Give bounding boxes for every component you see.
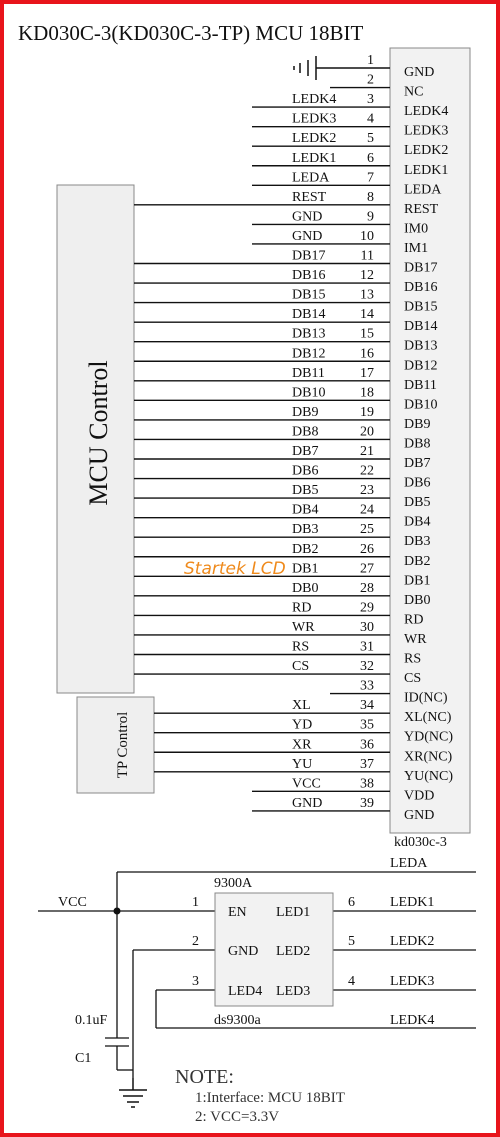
note-line: 2: VCC=3.3V <box>195 1109 280 1125</box>
net-label: DB7 <box>292 444 319 459</box>
pin-number: 33 <box>360 678 374 694</box>
pin-name: DB16 <box>404 280 438 296</box>
net-label: RD <box>292 600 312 616</box>
pin-number: 23 <box>360 483 374 499</box>
net-label: LEDK3 <box>390 974 435 989</box>
net-label: DB4 <box>292 502 319 518</box>
net-label: DB15 <box>292 287 326 303</box>
pin-number: 8 <box>367 189 374 205</box>
pin-name: CS <box>404 671 422 687</box>
pin-name: XL(NC) <box>404 710 452 726</box>
net-label-vcc: VCC <box>58 895 87 910</box>
pin-name: DB6 <box>404 475 431 491</box>
net-label: DB3 <box>292 522 319 538</box>
net-label: YU <box>292 756 313 772</box>
pin-name: GND <box>404 65 435 80</box>
net-label: VCC <box>292 776 321 792</box>
pin-name: RS <box>404 651 422 667</box>
net-label: DB6 <box>292 463 319 479</box>
pin-number: 39 <box>360 795 374 811</box>
net-label: YD <box>292 717 313 733</box>
pin-name: DB4 <box>404 514 431 530</box>
net-label: DB17 <box>292 248 326 264</box>
pin-number: 7 <box>367 170 374 186</box>
mcu-control-label: MCU Control <box>84 360 113 506</box>
pin-name: GND <box>404 807 435 823</box>
net-label: DB11 <box>292 365 325 381</box>
page-title: KD030C-3(KD030C-3-TP) MCU 18BIT <box>18 21 364 45</box>
net-label: LEDA <box>292 170 330 186</box>
pin-name: DB12 <box>404 358 438 374</box>
pin-name: DB3 <box>404 534 431 550</box>
pin-name: DB7 <box>404 456 431 471</box>
net-label: LEDK3 <box>292 111 337 127</box>
pin-number: 36 <box>360 737 374 753</box>
pin-name: DB5 <box>404 495 431 511</box>
pin-name: DB9 <box>404 416 431 432</box>
pin-number: 10 <box>360 228 374 244</box>
connector-name: kd030c-3 <box>394 835 447 850</box>
driver-pin-name: LED4 <box>228 984 263 999</box>
pin-name: DB2 <box>404 553 431 569</box>
pin-number: 4 <box>367 111 374 127</box>
pin-name: DB10 <box>404 397 438 413</box>
pin-name: REST <box>404 201 439 217</box>
pin-number: 5 <box>367 131 374 147</box>
net-label: DB14 <box>292 307 326 323</box>
pin-number: 20 <box>360 424 374 440</box>
pin-number: 18 <box>360 385 374 401</box>
pin-name: DB0 <box>404 592 431 608</box>
driver-pin-name: LED3 <box>276 984 311 999</box>
net-label: GND <box>292 228 323 244</box>
net-label: DB12 <box>292 346 326 362</box>
pin-name: NC <box>404 84 424 100</box>
driver-pin-name: EN <box>228 905 247 920</box>
driver-pin-number: 6 <box>348 895 355 910</box>
capacitor-ref: C1 <box>75 1051 92 1066</box>
net-label: DB2 <box>292 541 319 557</box>
tp-control-label: TP Control <box>115 711 131 779</box>
pin-number: 31 <box>360 639 374 655</box>
driver-pin-number: 4 <box>348 974 355 989</box>
pin-number: 19 <box>360 404 374 420</box>
pin-number: 22 <box>360 463 374 479</box>
pin-number: 16 <box>360 346 374 362</box>
pin-number: 3 <box>367 92 374 108</box>
net-label: LEDK4 <box>292 92 337 108</box>
net-label: DB9 <box>292 404 319 420</box>
pin-name: DB13 <box>404 338 438 354</box>
net-label: LEDK1 <box>292 150 337 166</box>
net-label: CS <box>292 659 310 675</box>
pin-name: LEDK4 <box>404 104 449 120</box>
net-label: DB13 <box>292 326 326 342</box>
pin-name: VDD <box>404 788 435 804</box>
pin-number: 1 <box>367 53 374 68</box>
pin-name: RD <box>404 612 424 628</box>
pin-name: IM0 <box>404 221 429 237</box>
ground-icon <box>294 56 390 80</box>
pin-name: IM1 <box>404 240 429 256</box>
pin-number: 11 <box>360 248 374 264</box>
driver-pin-number: 5 <box>348 934 355 949</box>
net-label: REST <box>292 189 327 205</box>
pin-name: LEDK3 <box>404 123 449 139</box>
pin-number: 9 <box>367 209 374 225</box>
capacitor-value: 0.1uF <box>75 1013 108 1028</box>
pin-number: 32 <box>360 659 374 675</box>
watermark: Startek LCD <box>184 559 286 579</box>
pin-name: WR <box>404 631 427 647</box>
pin-name: ID(NC) <box>404 690 448 706</box>
net-label: RS <box>292 639 310 655</box>
driver-ref: ds9300a <box>214 1013 261 1028</box>
net-label-ledk4: LEDK4 <box>390 1013 435 1028</box>
pin-number: 35 <box>360 717 374 733</box>
net-label: WR <box>292 619 315 635</box>
pin-name: LEDK1 <box>404 162 449 178</box>
driver-pin-name: LED1 <box>276 905 311 920</box>
pin-number: 21 <box>360 444 374 459</box>
schematic-canvas <box>4 4 496 1133</box>
net-label: GND <box>292 209 323 225</box>
pin-name: YD(NC) <box>404 729 453 745</box>
pin-number: 28 <box>360 580 374 596</box>
note-line: 1:Interface: MCU 18BIT <box>195 1090 345 1106</box>
net-label: LEDK1 <box>390 895 435 910</box>
pin-number: 26 <box>360 541 374 557</box>
net-label-leda: LEDA <box>390 856 428 871</box>
pin-number: 17 <box>360 365 374 381</box>
pin-number: 27 <box>360 561 374 577</box>
net-label: DB10 <box>292 385 326 401</box>
pin-number: 24 <box>360 502 374 518</box>
pin-number: 37 <box>360 756 374 772</box>
net-label: GND <box>292 795 323 811</box>
net-label: DB1 <box>292 561 319 577</box>
pin-number: 13 <box>360 287 374 303</box>
pin-number: 38 <box>360 776 374 792</box>
pin-number: 34 <box>360 698 374 714</box>
pin-number: 29 <box>360 600 374 616</box>
driver-pin-name: GND <box>228 944 259 959</box>
net-label: DB5 <box>292 483 319 499</box>
pin-number: 30 <box>360 619 374 635</box>
pin-name: DB14 <box>404 319 438 335</box>
pin-number: 2 <box>367 72 374 88</box>
junction-dot <box>114 908 121 915</box>
pin-number: 12 <box>360 268 374 284</box>
pin-number: 6 <box>367 150 374 166</box>
driver-pin-name: LED2 <box>276 944 311 959</box>
net-label: DB0 <box>292 580 319 596</box>
net-label: LEDK2 <box>390 934 435 949</box>
pin-name: DB8 <box>404 436 431 452</box>
pin-number: 15 <box>360 326 374 342</box>
pin-name: DB17 <box>404 260 438 276</box>
driver-pin-number: 3 <box>192 974 199 989</box>
net-label: XR <box>292 737 312 753</box>
pin-name: DB15 <box>404 299 438 315</box>
pin-number: 14 <box>360 307 374 323</box>
driver-pin-number: 1 <box>192 895 199 910</box>
pin-name: YU(NC) <box>404 768 453 784</box>
pin-name: LEDA <box>404 182 442 198</box>
pin-name: LEDK2 <box>404 143 449 159</box>
note-heading: NOTE: <box>175 1066 234 1088</box>
pin-number: 25 <box>360 522 374 538</box>
pin-name: XR(NC) <box>404 749 453 765</box>
pin-name: DB11 <box>404 377 437 393</box>
net-label: DB8 <box>292 424 319 440</box>
ground-icon <box>119 1078 147 1107</box>
pin-name: DB1 <box>404 573 431 589</box>
net-label: DB16 <box>292 268 326 284</box>
net-label: LEDK2 <box>292 131 337 147</box>
driver-pin-number: 2 <box>192 934 199 949</box>
net-label: XL <box>292 698 311 714</box>
driver-part: 9300A <box>214 876 253 891</box>
